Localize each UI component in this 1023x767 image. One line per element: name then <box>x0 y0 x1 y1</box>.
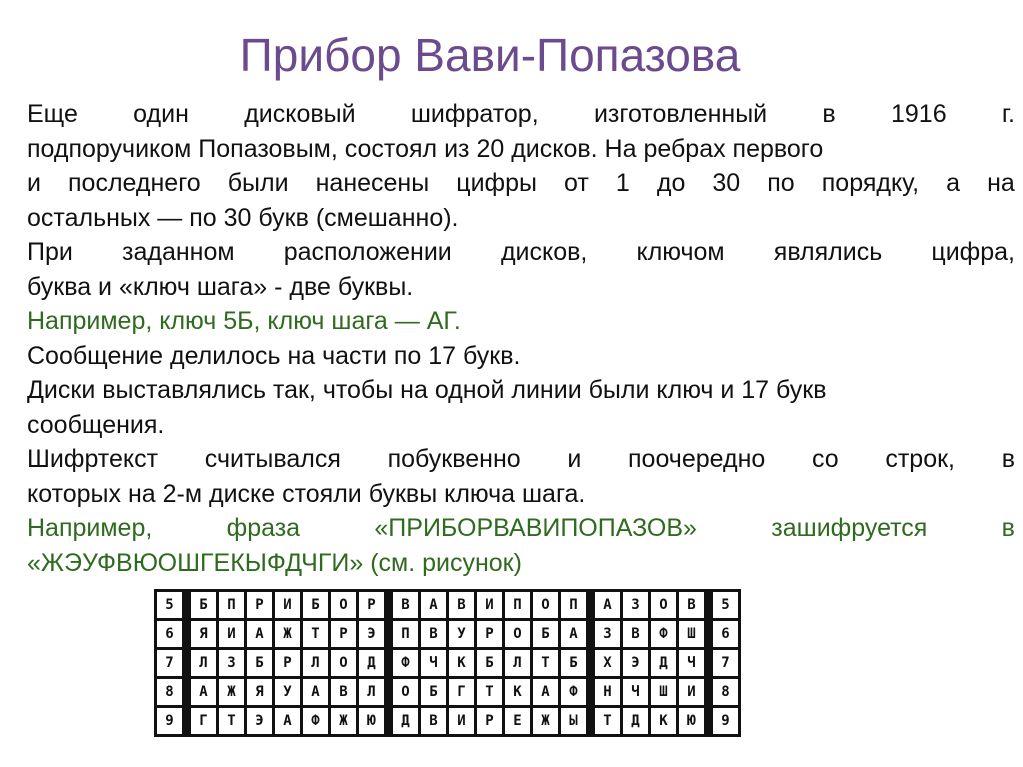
cipher-cell: Э <box>358 620 389 649</box>
cipher-cell: Е <box>504 707 532 736</box>
word: на <box>987 169 1015 197</box>
word: строк, <box>885 445 956 473</box>
cipher-cell: В <box>622 620 650 649</box>
cipher-cell: А <box>532 678 560 707</box>
cipher-cell: 5 <box>709 591 740 620</box>
word: «ПРИБОРВАВИПОПАЗОВ» <box>374 514 697 542</box>
cipher-cell: Б <box>246 649 274 678</box>
word: один <box>133 100 189 128</box>
cipher-cell: Г <box>187 707 218 736</box>
cipher-cell: Ж <box>274 620 302 649</box>
cipher-cell: Ж <box>330 707 358 736</box>
word: считывался <box>204 445 341 473</box>
word: Еще <box>27 100 78 128</box>
text-line: которых на 2-м диске стояли буквы ключа шага. <box>27 479 586 508</box>
cipher-cell: Б <box>420 678 448 707</box>
cipher-cell: И <box>476 591 504 620</box>
cipher-cell: Л <box>504 649 532 678</box>
text-line <box>27 235 1015 270</box>
paragraph-4 <box>27 339 1015 374</box>
text-line <box>27 166 1015 201</box>
cipher-cell: К <box>504 678 532 707</box>
word: являлись <box>773 238 883 266</box>
cipher-cell: Б <box>476 649 504 678</box>
cipher-cell: Ф <box>389 649 420 678</box>
cipher-cell: В <box>420 707 448 736</box>
cipher-cell: Т <box>476 678 504 707</box>
word: и <box>27 169 41 197</box>
cipher-cell: Ю <box>358 707 389 736</box>
cipher-cell: Б <box>302 591 330 620</box>
page-title: Прибор Вави-Попазова <box>239 29 741 81</box>
cipher-row <box>156 707 740 736</box>
cipher-row <box>156 620 740 649</box>
word: шифратор, <box>410 100 539 128</box>
cipher-cell: Р <box>274 649 302 678</box>
cipher-cell: О <box>650 591 678 620</box>
cipher-cell: Р <box>476 707 504 736</box>
cipher-cell: Э <box>622 649 650 678</box>
word: были <box>227 169 289 197</box>
word: порядку, <box>821 169 920 197</box>
cipher-cell: Ч <box>622 678 650 707</box>
cipher-cell: Я <box>246 678 274 707</box>
word: а <box>946 169 961 197</box>
cipher-cell: Л <box>302 649 330 678</box>
cipher-cell: Ф <box>650 620 678 649</box>
cipher-cell: Ы <box>560 707 591 736</box>
cipher-cell: Р <box>358 591 389 620</box>
cipher-cell: Д <box>358 649 389 678</box>
cipher-cell: В <box>420 620 448 649</box>
cipher-cell: А <box>560 620 591 649</box>
text-line: буква и «ключ шага» - две буквы. <box>27 272 414 301</box>
cipher-cell: И <box>448 707 476 736</box>
cipher-cell: З <box>218 649 246 678</box>
paragraph-5 <box>27 373 1015 442</box>
cipher-cell: А <box>420 591 448 620</box>
word: дисков, <box>500 238 588 266</box>
cipher-cell: В <box>389 591 420 620</box>
cipher-cell: 6 <box>709 620 740 649</box>
cipher-cell: В <box>330 678 358 707</box>
paragraph-1 <box>27 97 1015 235</box>
cipher-cell: Д <box>389 707 420 736</box>
cipher-cell: 8 <box>709 678 740 707</box>
word: и <box>567 445 582 473</box>
word: 30 <box>712 169 741 197</box>
text-line <box>27 97 1015 132</box>
cipher-cell: И <box>678 678 709 707</box>
example-key <box>27 304 1015 339</box>
word: последнего <box>68 169 201 197</box>
cipher-cell: Л <box>187 649 218 678</box>
text-line: Диски выставлялись так, чтобы на одной линии были ключ и 17 букв <box>27 376 827 404</box>
body-text <box>27 97 1015 580</box>
text-line: «ЖЭУФВЮОШГЕКЫФДЧГИ» (см. рисунок) <box>27 548 522 577</box>
text-line: сообщения. <box>27 410 165 439</box>
cipher-cell: З <box>622 591 650 620</box>
cipher-cell: 7 <box>709 649 740 678</box>
cipher-cell: 6 <box>156 620 187 649</box>
word: в <box>822 100 836 128</box>
cipher-cell: Д <box>622 707 650 736</box>
cipher-cell: К <box>448 649 476 678</box>
cipher-cell: У <box>274 678 302 707</box>
cipher-cell: Ф <box>302 707 330 736</box>
cipher-cell: У <box>448 620 476 649</box>
cipher-cell: А <box>274 707 302 736</box>
cipher-cell: Ф <box>560 678 591 707</box>
cipher-table <box>154 589 741 737</box>
word: поочередно <box>628 445 766 473</box>
cipher-cell: Б <box>560 649 591 678</box>
cipher-cell: В <box>448 591 476 620</box>
cipher-cell: Э <box>246 707 274 736</box>
cipher-cell: Б <box>532 620 560 649</box>
cipher-cell: Р <box>476 620 504 649</box>
cipher-cell: Б <box>187 591 218 620</box>
cipher-row <box>156 678 740 707</box>
cipher-cell: В <box>678 591 709 620</box>
cipher-cell: 8 <box>156 678 187 707</box>
cipher-cell: 5 <box>156 591 187 620</box>
cipher-cell: А <box>302 678 330 707</box>
cipher-cell: 7 <box>156 649 187 678</box>
cipher-cell: П <box>389 620 420 649</box>
cipher-cell: Я <box>187 620 218 649</box>
cipher-cell: Д <box>650 649 678 678</box>
word: 1916 <box>891 100 947 128</box>
word: в <box>1001 445 1015 473</box>
cipher-cell: З <box>591 620 622 649</box>
word: со <box>811 445 839 473</box>
cipher-cell: Н <box>591 678 622 707</box>
cipher-cell: П <box>560 591 591 620</box>
word: расположении <box>283 238 452 266</box>
word: цифра, <box>931 238 1015 266</box>
paragraph-6 <box>27 442 1015 511</box>
paragraph-2 <box>27 235 1015 304</box>
word: 1 <box>615 169 630 197</box>
word: ключом <box>636 238 725 266</box>
word: нанесены <box>315 169 430 197</box>
text-line: Сообщение делилось на части по 17 букв. <box>27 341 521 370</box>
cipher-cell: Х <box>591 649 622 678</box>
cipher-cell: Ю <box>678 707 709 736</box>
cipher-cell: Т <box>218 707 246 736</box>
cipher-cell: К <box>650 707 678 736</box>
cipher-cell: Ч <box>420 649 448 678</box>
text-line: подпоручиком Попазовым, состоял из 20 дисков. На ребрах первого <box>27 134 824 163</box>
cipher-cell: О <box>389 678 420 707</box>
word: по <box>767 169 795 197</box>
cipher-cell: Л <box>358 678 389 707</box>
cipher-cell: Т <box>591 707 622 736</box>
word: Шифртекст <box>27 445 159 473</box>
cipher-cell: О <box>504 620 532 649</box>
word: в <box>1001 514 1015 542</box>
cipher-cell: Т <box>532 649 560 678</box>
cipher-cell: Р <box>330 620 358 649</box>
cipher-cell: И <box>218 620 246 649</box>
word: Например, <box>27 514 153 542</box>
text-line <box>27 511 1015 546</box>
cipher-cell: Ч <box>678 649 709 678</box>
cipher-cell: 9 <box>156 707 187 736</box>
cipher-cell: Ш <box>678 620 709 649</box>
cipher-row <box>156 649 740 678</box>
cipher-cell: О <box>532 591 560 620</box>
cipher-row <box>156 591 740 620</box>
example-phrase <box>27 511 1015 580</box>
cipher-cell: Г <box>448 678 476 707</box>
word: заданном <box>122 238 235 266</box>
cipher-cell: А <box>246 620 274 649</box>
text-line: остальных — по 30 букв (смешанно). <box>27 203 459 232</box>
word: от <box>564 169 589 197</box>
cipher-cell: А <box>591 591 622 620</box>
cipher-cell: Ж <box>218 678 246 707</box>
word: дисковый <box>244 100 356 128</box>
word: зашифруется <box>771 514 928 542</box>
cipher-cell: 9 <box>709 707 740 736</box>
word: изготовленный <box>593 100 768 128</box>
word: до <box>656 169 686 197</box>
cipher-cell: Р <box>246 591 274 620</box>
word: г. <box>1001 100 1015 128</box>
cipher-cell: О <box>330 591 358 620</box>
cipher-cell: И <box>274 591 302 620</box>
word: побуквенно <box>387 445 521 473</box>
cipher-cell: А <box>187 678 218 707</box>
cipher-cell: Т <box>302 620 330 649</box>
cipher-cell: О <box>330 649 358 678</box>
cipher-cell: Ж <box>532 707 560 736</box>
text-line: Например, ключ 5Б, ключ шага — АГ. <box>27 307 461 335</box>
cipher-cell: П <box>504 591 532 620</box>
word: фраза <box>226 514 301 542</box>
cipher-cell: П <box>218 591 246 620</box>
word: При <box>27 238 73 266</box>
text-line <box>27 442 1015 477</box>
cipher-cell: Ш <box>650 678 678 707</box>
word: цифры <box>456 169 537 197</box>
